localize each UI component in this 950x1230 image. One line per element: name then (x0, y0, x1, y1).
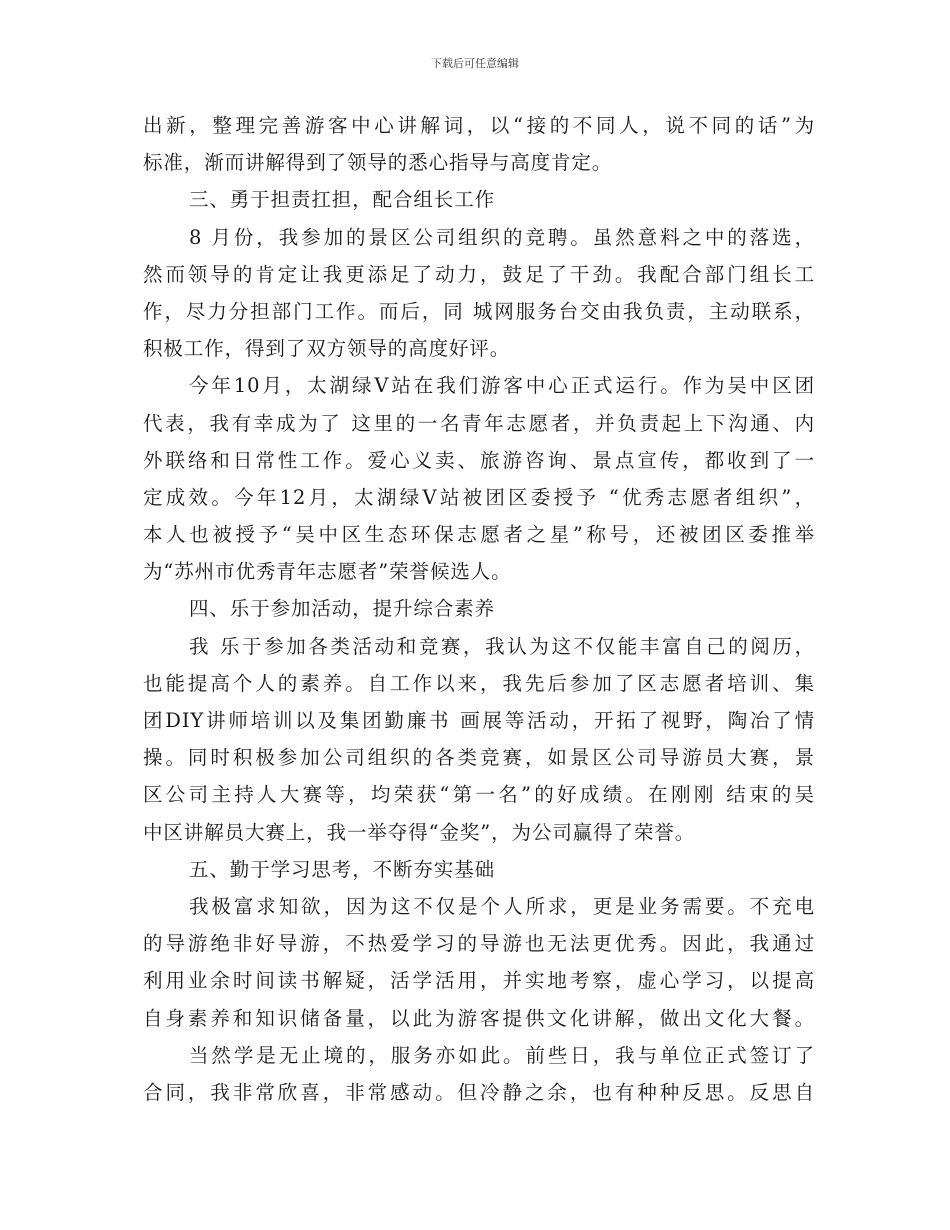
text-line: 中区讲解员大赛上，我一举夺得“金奖”，为公司赢得了荣誉。 (143, 820, 696, 844)
text-line: 本人也被授予“吴中区生态环保志愿者之星”称号，还被团区委推举 (143, 523, 815, 547)
text-line: 自身素养和知识储备量，以此为游客提供文化讲解，做出文化大餐。 (143, 1006, 815, 1030)
text-line: 当然学是无止境的，服务亦如此。前些日，我与单位正式签订了 (189, 1043, 815, 1067)
text-line: 操。同时积极参加公司组织的各类竞赛，如景区公司导游员大赛，景 (143, 746, 815, 770)
text-line: 我极富求知欲，因为这不仅是个人所求，更是业务需要。不充电 (189, 894, 815, 918)
text-line: 利用业余时间读书解疑，活学活用，并实地考察，虚心学习，以提高 (143, 969, 815, 993)
text-line: 出新，整理完善游客中心讲解词，以“接的不同人，说不同的话”为 (143, 114, 815, 137)
text-line: 今年10月，太湖绿V站在我们游客中心正式运行。作为吴中区团 (189, 374, 815, 398)
text-line: 四、乐于参加活动，提升综合素养 (189, 597, 496, 621)
text-line: 也能提高个人的素养。自工作以来，我先后参加了区志愿者培训、集 (143, 671, 815, 695)
text-line: 的导游绝非好导游，不热爱学习的导游也无法更优秀。因此，我通过 (143, 932, 815, 956)
text-line: 团DIY讲师培训以及集团勤廉书 画展等活动，开拓了视野，陶冶了情 (143, 709, 815, 732)
document-body (143, 107, 815, 1111)
text-line: 代表，我有幸成为了 这里的一名青年志愿者，并负责起上下沟通、内 (143, 411, 815, 435)
text-line: 定成效。今年12月，太湖绿V站被团区委授予 “优秀志愿者组织”， (143, 485, 815, 509)
text-line: 为“苏州市优秀青年志愿者”荣誉候选人。 (143, 560, 512, 584)
text-line: 8 月份，我参加的景区公司组织的竞聘。虽然意料之中的落选， (189, 225, 815, 249)
text-line: 五、勤于学习思考，不断夯实基础 (189, 857, 496, 881)
text-line: 积极工作，得到了双方领导的高度好评。 (143, 337, 511, 361)
text-line: 合同，我非常欣喜，非常感动。但冷静之余，也有种种反思。反思自 (143, 1080, 815, 1104)
text-line: 外联络和日常性工作。爱心义卖、旅游咨询、景点宣传，都收到了一 (143, 448, 815, 472)
text-line: 区公司主持人大赛等，均荣获“第一名”的好成绩。在刚刚 结束的吴 (143, 783, 815, 807)
text-line: 三、勇于担责扛担，配合组长工作 (189, 188, 496, 212)
page-header: 下载后可任意编辑 (431, 57, 519, 70)
text-line: 标准，渐而讲解得到了领导的悉心指导与高度肯定。 (143, 151, 613, 175)
text-line: 我 乐于参加各类活动和竞赛，我认为这不仅能丰富自己的阅历， (189, 634, 815, 658)
text-line: 作，尽力分担部门工作。而后，同 城网服务台交由我负责，主动联系， (143, 299, 815, 323)
text-line: 然而领导的肯定让我更添足了动力，鼓足了干劲。我配合部门组长工 (143, 262, 815, 286)
